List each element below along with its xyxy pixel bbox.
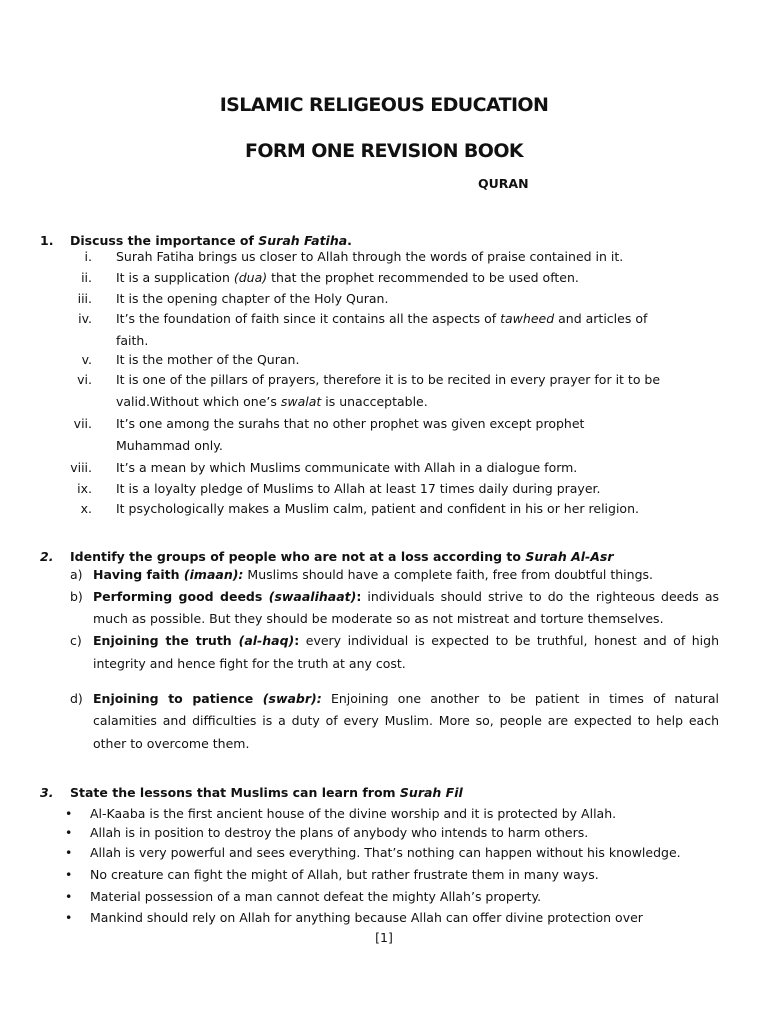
- list-item-continuation: calamities and difficulties is a duty of every Muslim. More so, people are expected to help each: [93, 713, 719, 728]
- bullet-item: Al-Kaaba is the first ancient house of the divine worship and it is protected by Allah.: [90, 806, 617, 821]
- roman-numeral: v.: [81, 352, 92, 367]
- list-item-continuation: other to overcome them.: [93, 736, 250, 751]
- question-3-heading: 3. State the lessons that Muslims can learn from Surah Fil: [40, 785, 463, 800]
- roman-numeral: vii.: [73, 416, 92, 431]
- bullet-icon: •: [65, 889, 73, 904]
- list-item-continuation: Muhammad only.: [116, 438, 223, 453]
- bullet-icon: •: [65, 867, 73, 882]
- list-item: Enjoining to patience (swabr): Enjoining one another to be patient in times of natural: [93, 691, 719, 706]
- question-number: 1.: [40, 233, 54, 248]
- roman-numeral: i.: [84, 249, 92, 264]
- question-number: 2.: [40, 549, 54, 564]
- bullet-icon: •: [65, 825, 73, 840]
- list-item: It is a loyalty pledge of Muslims to Allah at least 17 times daily during prayer.: [116, 481, 601, 496]
- roman-numeral: ii.: [81, 270, 92, 285]
- page-number: [1]: [375, 930, 393, 945]
- question-1-heading: 1. Discuss the importance of Surah Fatiha.: [40, 233, 352, 248]
- bullet-icon: •: [65, 910, 73, 925]
- roman-numeral: viii.: [70, 460, 92, 475]
- list-item: It’s a mean by which Muslims communicate with Allah in a dialogue form.: [116, 460, 578, 475]
- list-item: It is a supplication (dua) that the prophet recommended to be used often.: [116, 270, 579, 285]
- list-item-continuation: faith.: [116, 333, 149, 348]
- list-item-continuation: integrity and hence fight for the truth at any cost.: [93, 656, 406, 671]
- roman-numeral: x.: [80, 501, 92, 516]
- document-subtitle: FORM ONE REVISION BOOK: [244, 140, 524, 162]
- question-number: 3.: [40, 785, 54, 800]
- roman-numeral: iii.: [77, 291, 92, 306]
- list-letter: a): [70, 567, 83, 582]
- document-title: ISLAMIC RELIGEOUS EDUCATION: [219, 94, 549, 116]
- list-item: Surah Fatiha brings us closer to Allah through the words of praise contained in it.: [116, 249, 624, 264]
- roman-numeral: iv.: [78, 311, 92, 326]
- bullet-item: No creature can fight the might of Allah, but rather frustrate them in many ways.: [90, 867, 599, 882]
- roman-numeral: vi.: [77, 372, 92, 387]
- list-letter: c): [70, 633, 82, 648]
- list-item: It’s one among the surahs that no other prophet was given except prophet: [116, 416, 585, 431]
- list-item-continuation: valid.Without which one’s swalat is unacceptable.: [116, 394, 428, 409]
- section-heading: QURAN: [478, 176, 529, 191]
- bullet-icon: •: [65, 806, 73, 821]
- list-item: It is one of the pillars of prayers, therefore it is to be recited in every prayer for it to be: [116, 372, 661, 387]
- bullet-icon: •: [65, 845, 73, 860]
- list-letter: d): [70, 691, 83, 706]
- list-item: Performing good deeds (swaalihaat): individuals should strive to do the righteous deeds as: [93, 589, 719, 604]
- bullet-item: Material possession of a man cannot defeat the mighty Allah’s property.: [90, 889, 542, 904]
- bullet-item: Allah is very powerful and sees everything. That’s nothing can happen without his knowledge.: [90, 845, 681, 860]
- list-item: It is the opening chapter of the Holy Quran.: [116, 291, 389, 306]
- bullet-item: Mankind should rely on Allah for anything because Allah can offer divine protection over: [90, 910, 643, 925]
- list-item: It psychologically makes a Muslim calm, patient and confident in his or her religion.: [116, 501, 639, 516]
- bullet-item: Allah is in position to destroy the plans of anybody who intends to harm others.: [90, 825, 589, 840]
- roman-numeral: ix.: [77, 481, 92, 496]
- list-item-continuation: much as possible. But they should be moderate so as not mistreat and torture themselves.: [93, 611, 664, 626]
- question-2-heading: 2. Identify the groups of people who are not at a loss according to Surah Al-Asr: [40, 549, 614, 564]
- list-letter: b): [70, 589, 83, 604]
- list-item: It’s the foundation of faith since it contains all the aspects of tawheed and articles of: [116, 311, 648, 326]
- list-item: Enjoining the truth (al-haq): every individual is expected to be truthful, honest and of high: [93, 633, 719, 648]
- list-item: Having faith (imaan): Muslims should have a complete faith, free from doubtful things.: [93, 567, 653, 582]
- list-item: It is the mother of the Quran.: [116, 352, 300, 367]
